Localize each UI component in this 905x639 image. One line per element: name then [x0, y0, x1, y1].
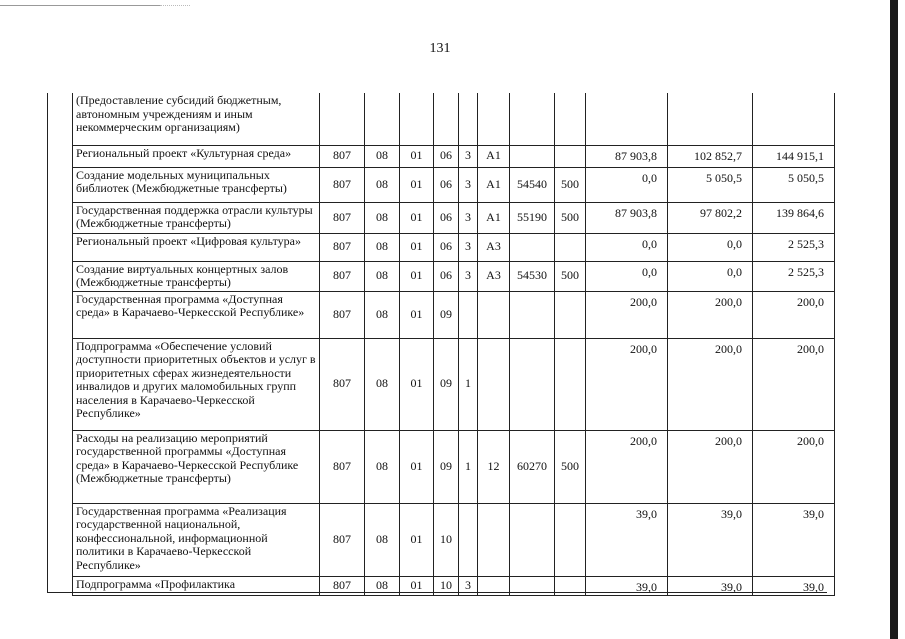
amount-cell-a2: 0,0: [668, 261, 753, 291]
code-cell-c7: [510, 145, 555, 167]
amount-cell-a3: 139 864,6: [753, 202, 835, 233]
code-cell-c5: 3: [459, 145, 478, 167]
table-row: [73, 202, 835, 233]
amount-cell-a2: 5 050,5: [668, 167, 753, 202]
code-cell-c4: 06: [434, 167, 459, 202]
amount-cell-a1: 0,0: [586, 167, 668, 202]
code-cell-c5: 3: [459, 202, 478, 233]
code-cell-c4: 10: [434, 576, 459, 596]
code-cell-c4: 09: [434, 338, 459, 430]
code-cell-c7: [510, 503, 555, 576]
code-cell-c5: [459, 503, 478, 576]
code-cell-c7: 54530: [510, 261, 555, 291]
page-number: 131: [429, 41, 451, 56]
amount-cell-a1: [586, 93, 668, 145]
table-row: [73, 261, 835, 291]
table-row: [73, 93, 835, 145]
code-cell-c1: 807: [320, 233, 365, 261]
code-cell-c1: 807: [320, 202, 365, 233]
code-cell-c4: 06: [434, 261, 459, 291]
code-cell-c1: 807: [320, 338, 365, 430]
code-cell-c8: [555, 338, 586, 430]
scan-top-line: [0, 5, 160, 6]
amount-cell-a1: 87 903,8: [586, 145, 668, 167]
code-cell-c8: 500: [555, 167, 586, 202]
code-cell-c5: [459, 93, 478, 145]
code-cell-c2: 08: [365, 430, 400, 503]
code-cell-c3: 01: [400, 233, 434, 261]
amount-cell-a3: 200,0: [753, 430, 835, 503]
code-cell-c3: 01: [400, 576, 434, 596]
amount-cell-a2: 39,0: [668, 503, 753, 576]
code-cell-c1: 807: [320, 503, 365, 576]
code-cell-c1: 807: [320, 261, 365, 291]
code-cell-c6: A1: [478, 167, 510, 202]
code-cell-c2: 08: [365, 145, 400, 167]
code-cell-c6: 12: [478, 430, 510, 503]
code-cell-c2: 08: [365, 233, 400, 261]
amount-cell-a3: 39,0: [753, 576, 835, 596]
amount-cell-a1: 200,0: [586, 338, 668, 430]
code-cell-c7: 60270: [510, 430, 555, 503]
code-cell-c7: [510, 233, 555, 261]
code-cell-c4: 10: [434, 503, 459, 576]
amount-cell-a2: 200,0: [668, 430, 753, 503]
code-cell-c3: 01: [400, 338, 434, 430]
code-cell-c3: 01: [400, 202, 434, 233]
budget-table-body: [73, 93, 835, 596]
code-cell-c4: [434, 93, 459, 145]
code-cell-c4: 06: [434, 233, 459, 261]
amount-cell-a2: 0,0: [668, 233, 753, 261]
code-cell-c1: 807: [320, 430, 365, 503]
row-name: Государственная программа «Реализация государственной национальной, конфессиональной, информационной политики в Карачаево-Черкесской Республике»: [73, 503, 320, 576]
code-cell-c2: 08: [365, 503, 400, 576]
code-cell-c3: 01: [400, 167, 434, 202]
amount-cell-a1: 200,0: [586, 291, 668, 338]
amount-cell-a2: 97 802,2: [668, 202, 753, 233]
code-cell-c6: [478, 291, 510, 338]
code-cell-c2: 08: [365, 261, 400, 291]
code-cell-c6: A1: [478, 202, 510, 233]
amount-cell-a1: 87 903,8: [586, 202, 668, 233]
scan-right-edge: [890, 0, 898, 639]
amount-cell-a3: [753, 93, 835, 145]
code-cell-c6: [478, 503, 510, 576]
table-row: [73, 233, 835, 261]
code-cell-c5: 1: [459, 338, 478, 430]
table-bottom-border: [47, 592, 827, 593]
code-cell-c2: [365, 93, 400, 145]
code-cell-c8: [555, 503, 586, 576]
code-cell-c6: [478, 338, 510, 430]
amount-cell-a2: 200,0: [668, 338, 753, 430]
code-cell-c7: 54540: [510, 167, 555, 202]
code-cell-c7: [510, 291, 555, 338]
row-name: Создание виртуальных концертных залов (Межбюджетные трансферты): [73, 261, 320, 291]
code-cell-c2: 08: [365, 576, 400, 596]
code-cell-c8: [555, 291, 586, 338]
code-cell-c1: [320, 93, 365, 145]
code-cell-c3: 01: [400, 261, 434, 291]
amount-cell-a1: 39,0: [586, 503, 668, 576]
amount-cell-a2: 102 852,7: [668, 145, 753, 167]
code-cell-c8: [555, 233, 586, 261]
code-cell-c3: 01: [400, 430, 434, 503]
table-row: [73, 503, 835, 576]
code-cell-c2: 08: [365, 202, 400, 233]
amount-cell-a1: 0,0: [586, 261, 668, 291]
amount-cell-a3: 2 525,3: [753, 261, 835, 291]
code-cell-c1: 807: [320, 291, 365, 338]
table-row: [73, 167, 835, 202]
code-cell-c1: 807: [320, 576, 365, 596]
code-cell-c1: 807: [320, 145, 365, 167]
amount-cell-a3: 2 525,3: [753, 233, 835, 261]
code-cell-c7: [510, 93, 555, 145]
code-cell-c6: A3: [478, 261, 510, 291]
code-cell-c7: [510, 338, 555, 430]
budget-table: [72, 93, 835, 596]
row-name: (Предоставление субсидий бюджетным, автономным учреждениям и иным некоммерческим организациям): [73, 93, 320, 145]
code-cell-c3: 01: [400, 291, 434, 338]
code-cell-c4: 06: [434, 202, 459, 233]
code-cell-c6: A1: [478, 145, 510, 167]
amount-cell-a1: 200,0: [586, 430, 668, 503]
code-cell-c5: 3: [459, 233, 478, 261]
row-name: Региональный проект «Культурная среда»: [73, 145, 320, 167]
code-cell-c8: [555, 145, 586, 167]
code-cell-c5: 1: [459, 430, 478, 503]
table-row: [73, 430, 835, 503]
code-cell-c8: 500: [555, 261, 586, 291]
row-name: Подпрограмма «Обеспечение условий доступности приоритетных объектов и услуг в приоритетных сферах жизнедеятельности инвалидов и других маломобильных групп населения в Карачаево-Черкесской Республике»: [73, 338, 320, 430]
code-cell-c4: 06: [434, 145, 459, 167]
code-cell-c5: 3: [459, 261, 478, 291]
row-name: Создание модельных муниципальных библиотек (Межбюджетные трансферты): [73, 167, 320, 202]
amount-cell-a3: 200,0: [753, 291, 835, 338]
row-name: Региональный проект «Цифровая культура»: [73, 233, 320, 261]
amount-cell-a3: 144 915,1: [753, 145, 835, 167]
row-name: Подпрограмма «Профилактика: [73, 576, 320, 596]
table-row: [73, 145, 835, 167]
code-cell-c2: 08: [365, 167, 400, 202]
table-left-border: [47, 93, 48, 593]
scan-top-dotted-line: [160, 5, 190, 6]
code-cell-c3: 01: [400, 503, 434, 576]
code-cell-c5: [459, 291, 478, 338]
code-cell-c5: 3: [459, 167, 478, 202]
table-row: [73, 291, 835, 338]
amount-cell-a3: 200,0: [753, 338, 835, 430]
code-cell-c8: [555, 93, 586, 145]
code-cell-c8: 500: [555, 430, 586, 503]
amount-cell-a1: 0,0: [586, 233, 668, 261]
amount-cell-a2: [668, 93, 753, 145]
code-cell-c4: 09: [434, 430, 459, 503]
amount-cell-a2: 200,0: [668, 291, 753, 338]
code-cell-c1: 807: [320, 167, 365, 202]
row-name: Государственная поддержка отрасли культуры (Межбюджетные трансферты): [73, 202, 320, 233]
code-cell-c2: 08: [365, 291, 400, 338]
amount-cell-a1: 39,0: [586, 576, 668, 596]
code-cell-c2: 08: [365, 338, 400, 430]
amount-cell-a3: 5 050,5: [753, 167, 835, 202]
code-cell-c7: 55190: [510, 202, 555, 233]
amount-cell-a3: 39,0: [753, 503, 835, 576]
code-cell-c8: 500: [555, 202, 586, 233]
code-cell-c4: 09: [434, 291, 459, 338]
code-cell-c3: [400, 93, 434, 145]
code-cell-c5: 3: [459, 576, 478, 596]
row-name: Расходы на реализацию мероприятий государственной программы «Доступная среда» в Карачаево-Черкесской Республике (Межбюджетные трансферты): [73, 430, 320, 503]
code-cell-c6: A3: [478, 233, 510, 261]
row-name: Государственная программа «Доступная среда» в Карачаево-Черкесской Республике»: [73, 291, 320, 338]
amount-cell-a2: 39,0: [668, 576, 753, 596]
code-cell-c6: [478, 93, 510, 145]
table-row: [73, 338, 835, 430]
code-cell-c3: 01: [400, 145, 434, 167]
